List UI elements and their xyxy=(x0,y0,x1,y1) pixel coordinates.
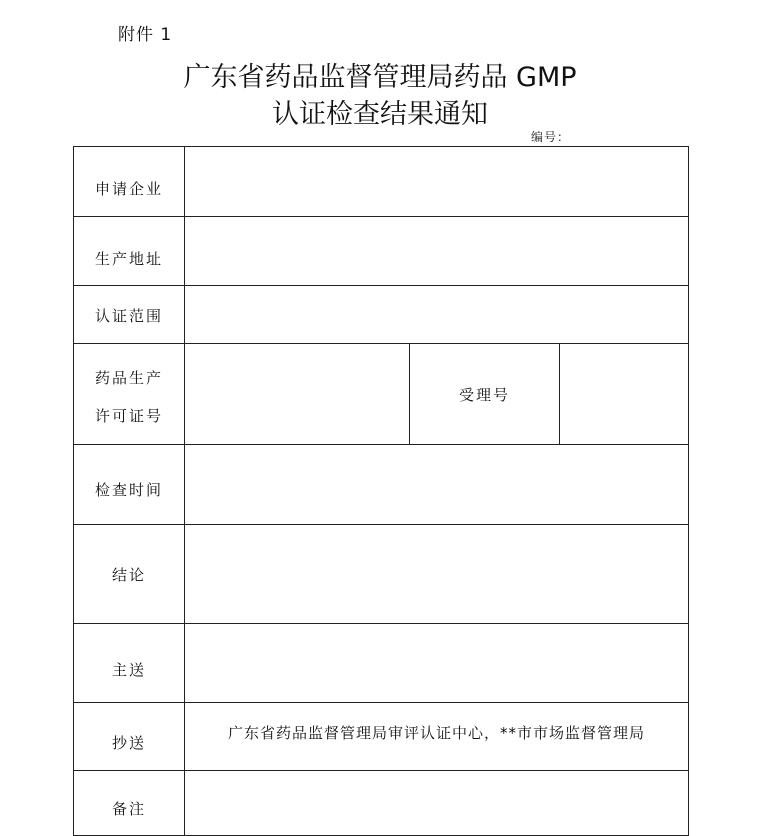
inspection-time-label: 检查时间 xyxy=(74,445,185,525)
document-title-line2: 认证检查结果通知 xyxy=(272,99,488,130)
document-number-label: 编号： xyxy=(531,130,571,144)
conclusion-label: 结论 xyxy=(74,525,185,624)
form-row-cc xyxy=(74,703,689,771)
form-row-inspection-time xyxy=(74,445,689,525)
form-row-main-recipient xyxy=(74,624,689,703)
form-row-conclusion xyxy=(74,525,689,624)
license-label-line1: 药品生产 xyxy=(94,369,163,387)
cc-value: 广东省药品监督管理局审评认证中心，**市市场监督管理局 xyxy=(185,703,689,771)
license-label-line2: 许可证号 xyxy=(94,407,163,425)
applicant-field[interactable] xyxy=(185,147,689,217)
form-row-applicant xyxy=(74,147,689,217)
scope-label: 认证范围 xyxy=(74,286,185,344)
main-recipient-label: 主送 xyxy=(74,624,185,703)
cc-label: 抄送 xyxy=(74,703,185,771)
license-label xyxy=(74,344,185,445)
acceptance-number-field[interactable] xyxy=(560,344,689,445)
remarks-label: 备注 xyxy=(74,771,185,836)
license-number-field[interactable] xyxy=(185,344,410,445)
document-title-line1: 广东省药品监督管理局药品 GMP xyxy=(183,62,577,93)
applicant-label: 申请企业 xyxy=(74,147,185,217)
form-row-license xyxy=(74,344,689,445)
acceptance-number-label: 受理号 xyxy=(410,344,560,445)
inspection-time-field[interactable] xyxy=(185,445,689,525)
scope-field[interactable] xyxy=(185,286,689,344)
attachment-label: 附件 1 xyxy=(118,25,173,45)
conclusion-field[interactable] xyxy=(185,525,689,624)
remarks-field[interactable] xyxy=(185,771,689,836)
form-row-scope xyxy=(74,286,689,344)
address-field[interactable] xyxy=(185,217,689,286)
main-recipient-field[interactable] xyxy=(185,624,689,703)
form-row-address xyxy=(74,217,689,286)
notification-form-table xyxy=(73,146,689,836)
form-row-remarks xyxy=(74,771,689,836)
address-label: 生产地址 xyxy=(74,217,185,286)
